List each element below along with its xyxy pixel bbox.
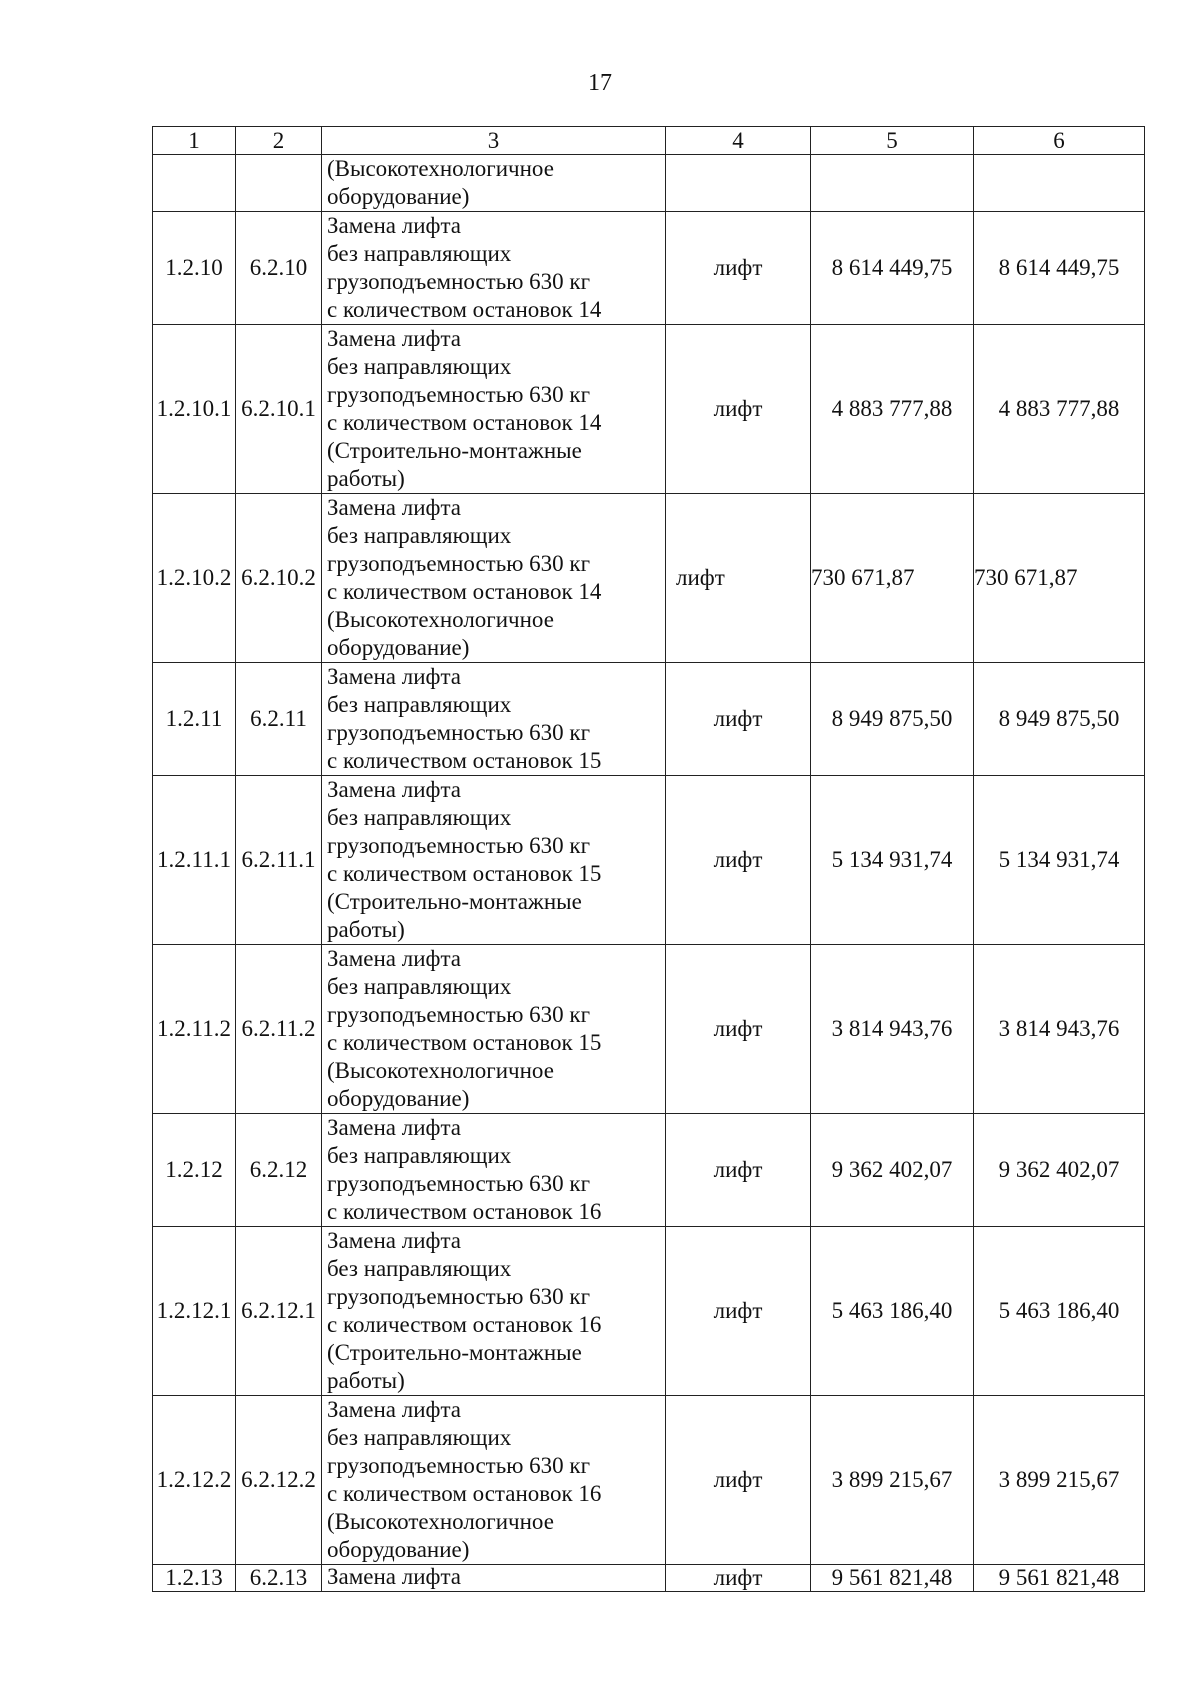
unit-cell: лифт — [666, 1114, 811, 1227]
item-code-cell: 1.2.10.2 — [153, 494, 236, 663]
description-line: без направляющих — [327, 805, 512, 830]
description-cell — [322, 1565, 666, 1592]
description-cell — [322, 1114, 666, 1227]
description-line: с количеством остановок 15 — [327, 748, 602, 773]
header-cell: 5 — [811, 127, 974, 155]
unit-cell: лифт — [666, 212, 811, 325]
description-cell — [322, 494, 666, 663]
value-cell-5: 4 883 777,88 — [811, 325, 974, 494]
description-line: (Высокотехнологичное — [327, 1509, 554, 1534]
header-cell: 1 — [153, 127, 236, 155]
description-line: с количеством остановок 14 — [327, 579, 602, 604]
page-number: 17 — [588, 70, 612, 96]
value-cell-5: 3 899 215,67 — [811, 1396, 974, 1565]
description-line: без направляющих — [327, 692, 512, 717]
value-cell-5: 5 463 186,40 — [811, 1227, 974, 1396]
description-line: без направляющих — [327, 1425, 512, 1450]
ref-code-cell: 6.2.11.1 — [236, 776, 322, 945]
ref-code-cell: 6.2.11 — [236, 663, 322, 776]
value-cell-5: 8 949 875,50 — [811, 663, 974, 776]
value-cell-6: 8 614 449,75 — [974, 212, 1145, 325]
value-cell-5: 9 362 402,07 — [811, 1114, 974, 1227]
unit-cell — [666, 155, 811, 212]
ref-code-cell: 6.2.10.1 — [236, 325, 322, 494]
description-line: Замена лифта — [327, 1397, 461, 1422]
description-line: Замена лифта — [327, 495, 461, 520]
table-row — [153, 212, 1145, 325]
description-cell — [322, 945, 666, 1114]
value-cell-6: 4 883 777,88 — [974, 325, 1145, 494]
description-line: грузоподъемностью 630 кг — [327, 382, 591, 407]
unit-cell: лифт — [666, 325, 811, 494]
description-line: грузоподъемностью 630 кг — [327, 1453, 591, 1478]
value-cell-6: 3 814 943,76 — [974, 945, 1145, 1114]
description-line: с количеством остановок 16 — [327, 1199, 602, 1224]
description-line: грузоподъемностью 630 кг — [327, 1171, 591, 1196]
description-line: грузоподъемностью 630 кг — [327, 551, 591, 576]
header-cell: 6 — [974, 127, 1145, 155]
description-line: Замена лифта — [327, 1115, 461, 1140]
description-line: без направляющих — [327, 523, 512, 548]
value-cell-6 — [974, 155, 1145, 212]
description-cell — [322, 325, 666, 494]
table-row — [153, 945, 1145, 1114]
ref-code-cell: 6.2.12.2 — [236, 1396, 322, 1565]
table-row — [153, 1565, 1145, 1592]
description-line: без направляющих — [327, 974, 512, 999]
table-header-row — [153, 127, 1145, 155]
value-cell-5 — [811, 155, 974, 212]
ref-code-cell: 6.2.10 — [236, 212, 322, 325]
description-line: (Строительно-монтажные — [327, 438, 582, 463]
description-line: с количеством остановок 16 — [327, 1312, 602, 1337]
item-code-cell — [153, 155, 236, 212]
item-code-cell: 1.2.11.1 — [153, 776, 236, 945]
unit-cell: лифт — [666, 1227, 811, 1396]
description-cell — [322, 1396, 666, 1565]
unit-cell: лифт — [666, 1565, 811, 1592]
value-cell-6: 3 899 215,67 — [974, 1396, 1145, 1565]
ref-code-cell: 6.2.12.1 — [236, 1227, 322, 1396]
value-cell-5: 730 671,87 — [811, 494, 974, 663]
description-line: Замена лифта — [327, 1228, 461, 1253]
table-row — [153, 776, 1145, 945]
value-cell-6: 8 949 875,50 — [974, 663, 1145, 776]
item-code-cell: 1.2.13 — [153, 1565, 236, 1592]
ref-code-cell: 6.2.10.2 — [236, 494, 322, 663]
description-line: (Высокотехнологичное — [327, 607, 554, 632]
description-line: с количеством остановок 14 — [327, 297, 602, 322]
description-line: грузоподъемностью 630 кг — [327, 720, 591, 745]
unit-cell: лифт — [666, 1396, 811, 1565]
item-code-cell: 1.2.12.2 — [153, 1396, 236, 1565]
description-line: грузоподъемностью 630 кг — [327, 1002, 591, 1027]
value-cell-6: 730 671,87 — [974, 494, 1145, 663]
ref-code-cell — [236, 155, 322, 212]
description-line: Замена лифта — [327, 777, 461, 802]
header-cell: 3 — [322, 127, 666, 155]
header-cell: 4 — [666, 127, 811, 155]
description-cell — [322, 1227, 666, 1396]
description-line: работы) — [327, 917, 405, 942]
description-line: Замена лифта — [327, 1564, 461, 1589]
unit-cell: лифт — [666, 663, 811, 776]
table-row — [153, 1114, 1145, 1227]
value-cell-6: 9 362 402,07 — [974, 1114, 1145, 1227]
table-row — [153, 325, 1145, 494]
cost-table — [152, 126, 1145, 1592]
description-line: работы) — [327, 1368, 405, 1393]
value-cell-5: 9 561 821,48 — [811, 1565, 974, 1592]
value-cell-6: 5 463 186,40 — [974, 1227, 1145, 1396]
description-line: работы) — [327, 466, 405, 491]
description-line: Замена лифта — [327, 664, 461, 689]
description-line: Замена лифта — [327, 213, 461, 238]
header-cell: 2 — [236, 127, 322, 155]
table-row — [153, 1396, 1145, 1565]
description-line: оборудование) — [327, 635, 470, 660]
value-cell-6: 9 561 821,48 — [974, 1565, 1145, 1592]
description-line: (Строительно-монтажные — [327, 889, 582, 914]
item-code-cell: 1.2.12 — [153, 1114, 236, 1227]
item-code-cell: 1.2.11 — [153, 663, 236, 776]
description-line: без направляющих — [327, 354, 512, 379]
value-cell-5: 8 614 449,75 — [811, 212, 974, 325]
description-cell — [322, 776, 666, 945]
description-line: без направляющих — [327, 241, 512, 266]
description-line: Замена лифта — [327, 326, 461, 351]
value-cell-5: 3 814 943,76 — [811, 945, 974, 1114]
description-line: грузоподъемностью 630 кг — [327, 1284, 591, 1309]
unit-cell: лифт — [666, 945, 811, 1114]
value-cell-5: 5 134 931,74 — [811, 776, 974, 945]
unit-cell: лифт — [666, 776, 811, 945]
ref-code-cell: 6.2.13 — [236, 1565, 322, 1592]
description-line: (Строительно-монтажные — [327, 1340, 582, 1365]
ref-code-cell: 6.2.12 — [236, 1114, 322, 1227]
description-cell — [322, 212, 666, 325]
description-line: (Высокотехнологичное — [327, 156, 554, 181]
value-cell-6: 5 134 931,74 — [974, 776, 1145, 945]
description-line: с количеством остановок 16 — [327, 1481, 602, 1506]
description-line: оборудование) — [327, 1086, 470, 1111]
ref-code-cell: 6.2.11.2 — [236, 945, 322, 1114]
description-line: с количеством остановок 14 — [327, 410, 602, 435]
description-line: грузоподъемностью 630 кг — [327, 833, 591, 858]
item-code-cell: 1.2.10 — [153, 212, 236, 325]
table-row — [153, 1227, 1145, 1396]
description-line: без направляющих — [327, 1143, 512, 1168]
description-line: (Высокотехнологичное — [327, 1058, 554, 1083]
description-line: грузоподъемностью 630 кг — [327, 269, 591, 294]
table-row — [153, 663, 1145, 776]
item-code-cell: 1.2.10.1 — [153, 325, 236, 494]
description-line: с количеством остановок 15 — [327, 861, 602, 886]
description-cell — [322, 155, 666, 212]
table-row — [153, 494, 1145, 663]
description-line: оборудование) — [327, 184, 470, 209]
description-line: без направляющих — [327, 1256, 512, 1281]
description-line: оборудование) — [327, 1537, 470, 1562]
unit-cell: лифт — [666, 494, 811, 663]
table-row — [153, 155, 1145, 212]
item-code-cell: 1.2.11.2 — [153, 945, 236, 1114]
description-line: Замена лифта — [327, 946, 461, 971]
item-code-cell: 1.2.12.1 — [153, 1227, 236, 1396]
description-cell — [322, 663, 666, 776]
description-line: с количеством остановок 15 — [327, 1030, 602, 1055]
